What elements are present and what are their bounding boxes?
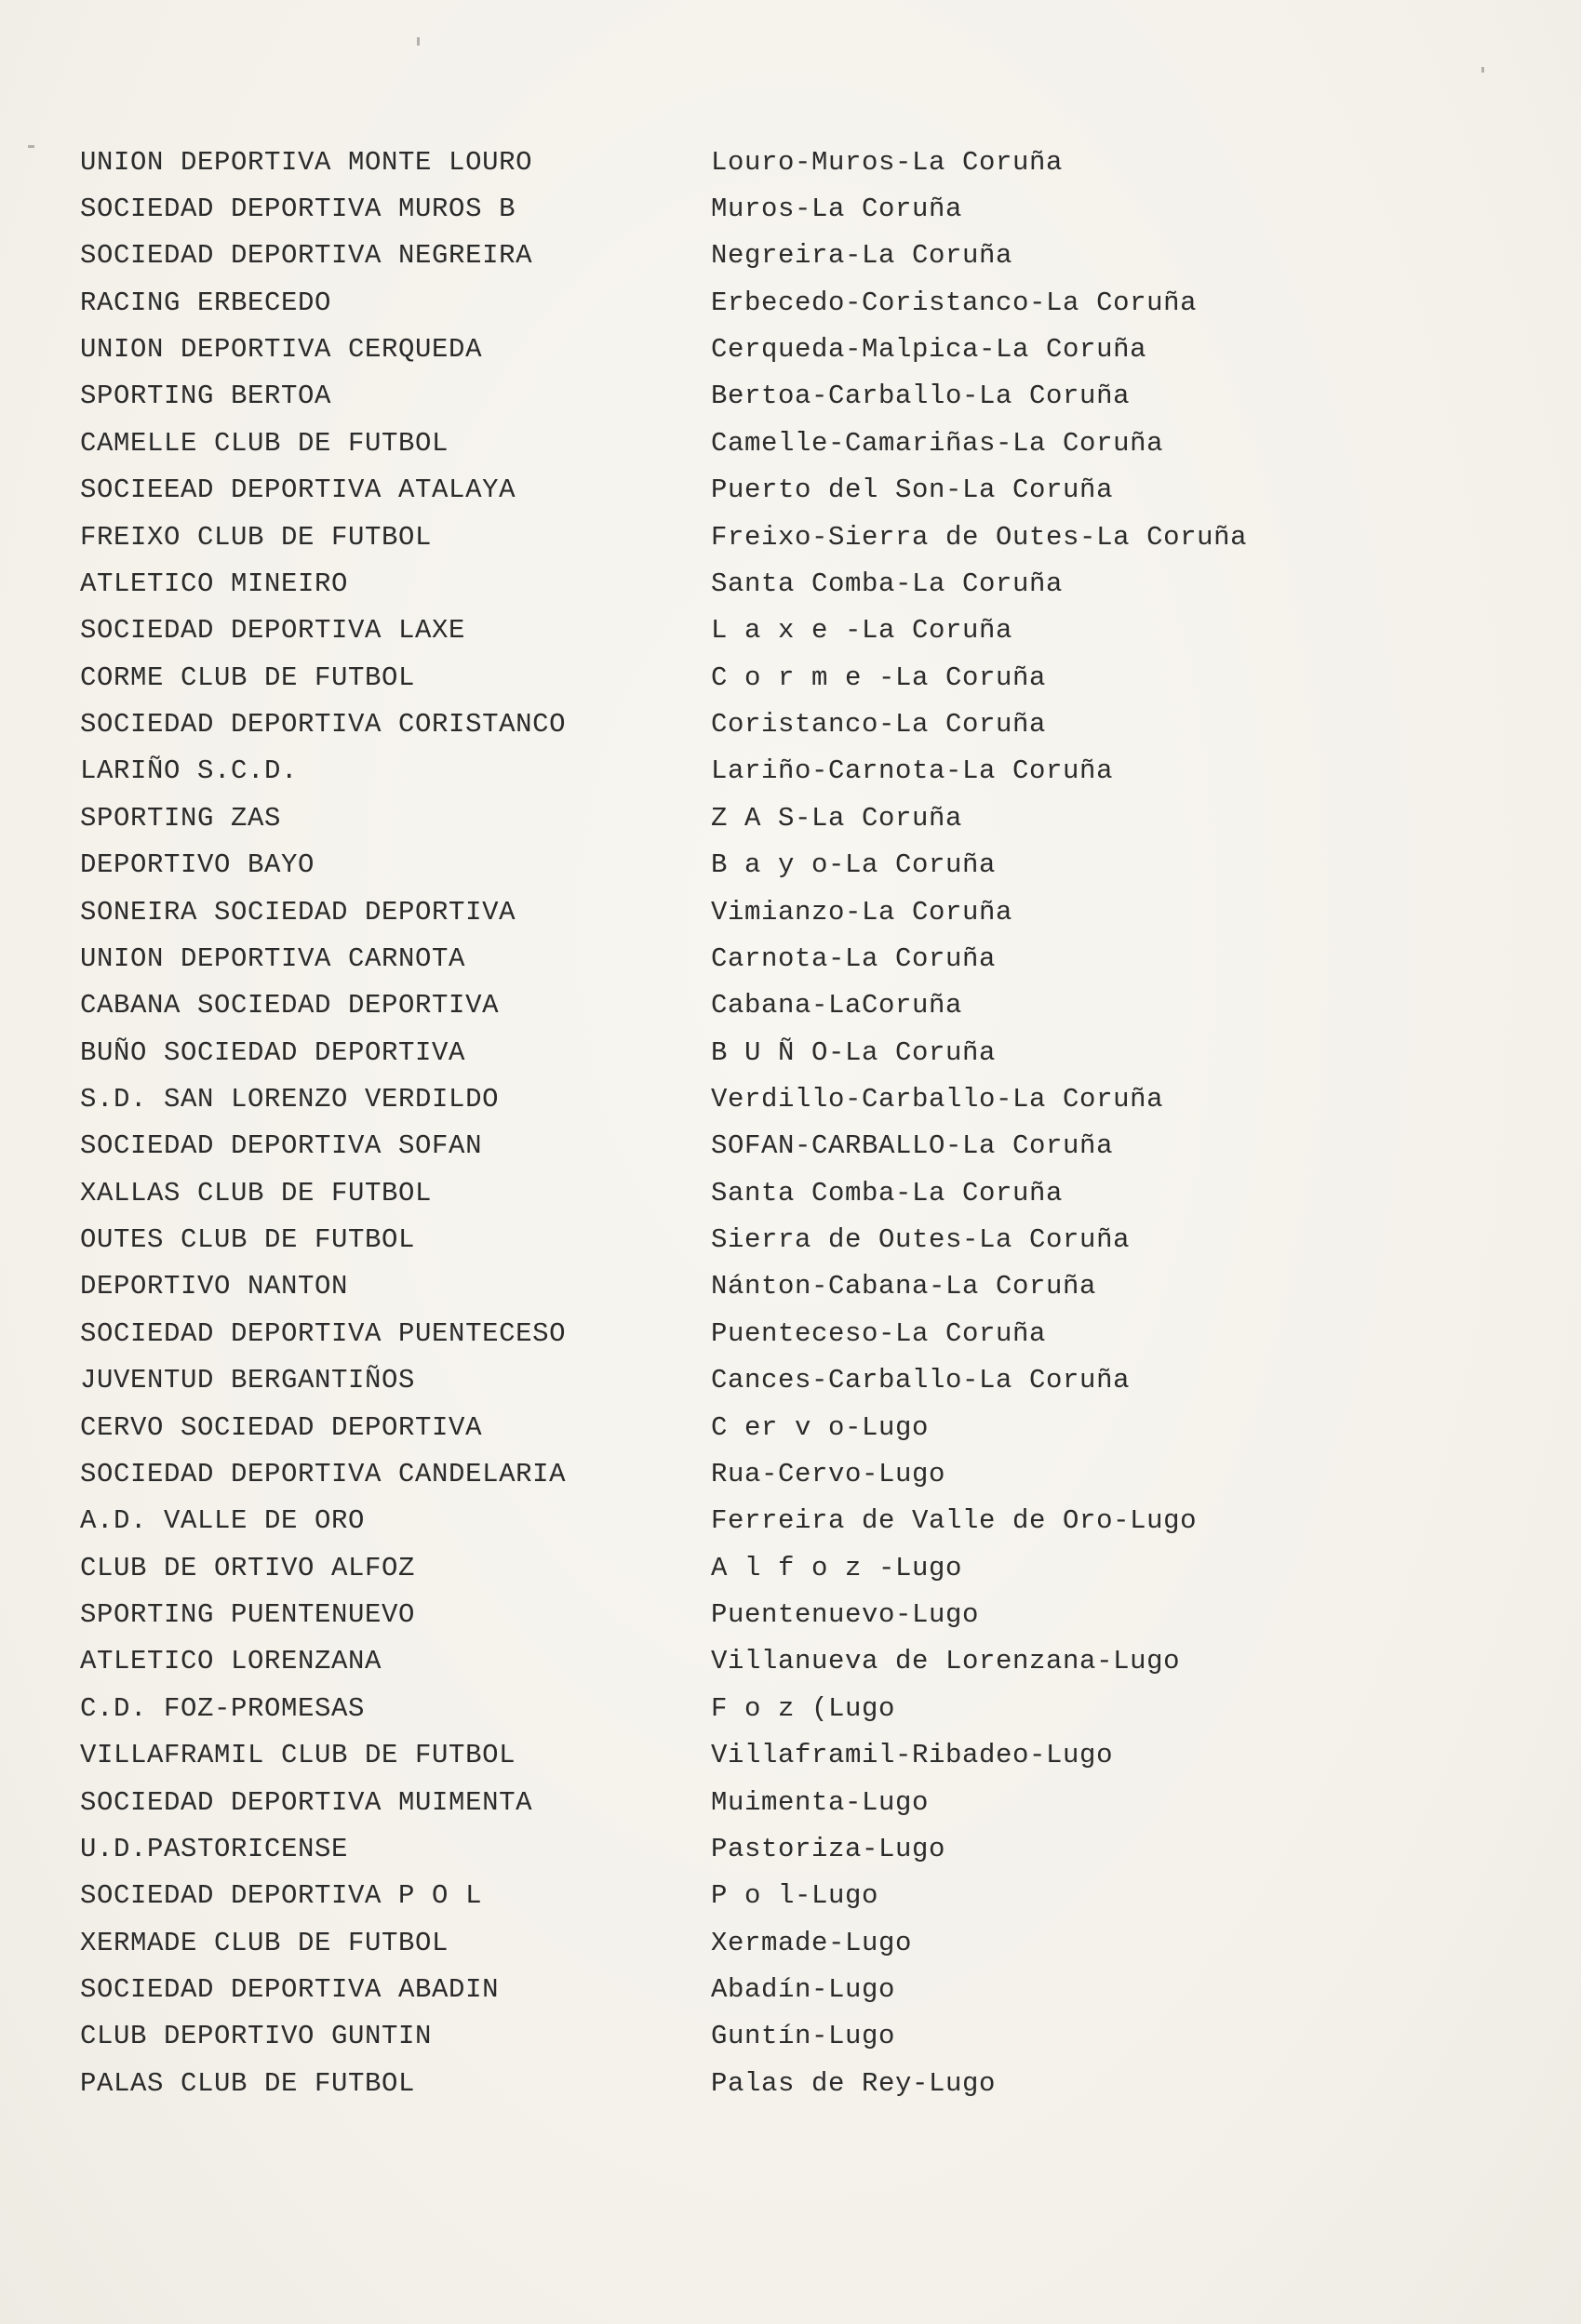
club-location: Louro-Muros-La Coruña bbox=[711, 147, 1064, 178]
club-location: Sierra de Outes-La Coruña bbox=[711, 1224, 1131, 1255]
club-name: C.D. FOZ-PROMESAS bbox=[80, 1693, 366, 1724]
club-location: L a x e -La Coruña bbox=[711, 615, 1013, 646]
club-location: Z A S-La Coruña bbox=[711, 803, 963, 834]
club-name: SOCIEDAD DEPORTIVA NEGREIRA bbox=[80, 240, 533, 271]
list-item bbox=[0, 2013, 1581, 2060]
list-item bbox=[0, 1170, 1581, 1217]
list-item bbox=[0, 467, 1581, 514]
club-name: SPORTING PUENTENUEVO bbox=[80, 1599, 416, 1630]
club-name: SOCIEEAD DEPORTIVA ATALAYA bbox=[80, 474, 516, 505]
list-item bbox=[0, 1780, 1581, 1826]
list-item bbox=[0, 1030, 1581, 1076]
list-item bbox=[0, 701, 1581, 748]
club-name: ATLETICO LORENZANA bbox=[80, 1646, 382, 1676]
club-name: CERVO SOCIEDAD DEPORTIVA bbox=[80, 1412, 483, 1443]
list-item bbox=[0, 655, 1581, 701]
club-name: PALAS CLUB DE FUTBOL bbox=[80, 2068, 416, 2099]
list-item bbox=[0, 514, 1581, 561]
club-location: Cances-Carballo-La Coruña bbox=[711, 1365, 1131, 1396]
list-item bbox=[0, 1920, 1581, 1967]
list-item bbox=[0, 1498, 1581, 1544]
list-item bbox=[0, 373, 1581, 420]
club-name: XERMADE CLUB DE FUTBOL bbox=[80, 1928, 449, 1958]
club-name: SOCIEDAD DEPORTIVA P O L bbox=[80, 1880, 483, 1911]
list-item bbox=[0, 1217, 1581, 1263]
club-name: SOCIEDAD DEPORTIVA CANDELARIA bbox=[80, 1459, 567, 1489]
club-name: UNION DEPORTIVA MONTE LOURO bbox=[80, 147, 533, 178]
club-name: SPORTING BERTOA bbox=[80, 381, 332, 411]
list-item bbox=[0, 1405, 1581, 1451]
club-location: Rua-Cervo-Lugo bbox=[711, 1459, 946, 1489]
club-location: Santa Comba-La Coruña bbox=[711, 1178, 1064, 1209]
club-location: Lariño-Carnota-La Coruña bbox=[711, 755, 1114, 786]
list-item bbox=[0, 1545, 1581, 1592]
club-location: Vimianzo-La Coruña bbox=[711, 897, 1013, 928]
list-item bbox=[0, 1686, 1581, 1732]
club-name: RACING ERBECEDO bbox=[80, 287, 332, 318]
club-name: FREIXO CLUB DE FUTBOL bbox=[80, 522, 433, 553]
list-item bbox=[0, 140, 1581, 186]
club-location: Muros-La Coruña bbox=[711, 194, 963, 224]
list-item bbox=[0, 327, 1581, 373]
list-item bbox=[0, 421, 1581, 467]
club-location: Cabana-LaCoruña bbox=[711, 990, 963, 1021]
club-name: DEPORTIVO BAYO bbox=[80, 849, 315, 880]
list-item bbox=[0, 1826, 1581, 1873]
list-item bbox=[0, 889, 1581, 936]
list-item bbox=[0, 561, 1581, 608]
list-item bbox=[0, 1592, 1581, 1638]
club-location: Xermade-Lugo bbox=[711, 1928, 913, 1958]
club-name: S.D. SAN LORENZO VERDILDO bbox=[80, 1084, 500, 1115]
club-name: SOCIEDAD DEPORTIVA LAXE bbox=[80, 615, 466, 646]
club-name: JUVENTUD BERGANTIÑOS bbox=[80, 1365, 416, 1396]
list-item bbox=[0, 936, 1581, 982]
club-location: A l f o z -Lugo bbox=[711, 1553, 963, 1583]
club-location: Puentenuevo-Lugo bbox=[711, 1599, 980, 1630]
club-location: Nánton-Cabana-La Coruña bbox=[711, 1271, 1097, 1302]
list-item bbox=[0, 2061, 1581, 2107]
club-location: Verdillo-Carballo-La Coruña bbox=[711, 1084, 1164, 1115]
list-item bbox=[0, 982, 1581, 1029]
club-name: SOCIEDAD DEPORTIVA ABADIN bbox=[80, 1974, 500, 2005]
club-name: XALLAS CLUB DE FUTBOL bbox=[80, 1178, 433, 1209]
list-item bbox=[0, 186, 1581, 233]
list-item bbox=[0, 1732, 1581, 1779]
club-location: Puerto del Son-La Coruña bbox=[711, 474, 1114, 505]
club-location: Coristanco-La Coruña bbox=[711, 709, 1047, 740]
club-location: B a y o-La Coruña bbox=[711, 849, 997, 880]
list-item bbox=[0, 1967, 1581, 2013]
club-name: CAMELLE CLUB DE FUTBOL bbox=[80, 428, 449, 459]
club-location: Camelle-Camariñas-La Coruña bbox=[711, 428, 1164, 459]
club-location: P o l-Lugo bbox=[711, 1880, 879, 1911]
club-location: Puenteceso-La Coruña bbox=[711, 1318, 1047, 1349]
club-location: SOFAN-CARBALLO-La Coruña bbox=[711, 1130, 1114, 1161]
list-item bbox=[0, 1638, 1581, 1685]
club-location: Pastoriza-Lugo bbox=[711, 1834, 946, 1864]
list-item bbox=[0, 1311, 1581, 1357]
club-location: Freixo-Sierra de Outes-La Coruña bbox=[711, 522, 1248, 553]
list-item bbox=[0, 1263, 1581, 1310]
list-item bbox=[0, 842, 1581, 888]
club-location: Muimenta-Lugo bbox=[711, 1787, 930, 1818]
club-name: CLUB DE ORTIVO ALFOZ bbox=[80, 1553, 416, 1583]
club-name: DEPORTIVO NANTON bbox=[80, 1271, 349, 1302]
club-name: U.D.PASTORICENSE bbox=[80, 1834, 349, 1864]
club-name: SOCIEDAD DEPORTIVA MUIMENTA bbox=[80, 1787, 533, 1818]
club-location: Guntín-Lugo bbox=[711, 2021, 896, 2051]
club-location: Cerqueda-Malpica-La Coruña bbox=[711, 334, 1147, 365]
club-location: Villaframil-Ribadeo-Lugo bbox=[711, 1740, 1114, 1770]
club-location: C o r m e -La Coruña bbox=[711, 662, 1047, 693]
club-name: ATLETICO MINEIRO bbox=[80, 568, 349, 599]
club-location: Ferreira de Valle de Oro-Lugo bbox=[711, 1505, 1198, 1536]
club-location: Santa Comba-La Coruña bbox=[711, 568, 1064, 599]
club-name: LARIÑO S.C.D. bbox=[80, 755, 299, 786]
list-item bbox=[0, 280, 1581, 327]
club-name: SOCIEDAD DEPORTIVA CORISTANCO bbox=[80, 709, 567, 740]
club-location: Bertoa-Carballo-La Coruña bbox=[711, 381, 1131, 411]
list-item bbox=[0, 748, 1581, 795]
club-name: SOCIEDAD DEPORTIVA MUROS B bbox=[80, 194, 516, 224]
club-name: A.D. VALLE DE ORO bbox=[80, 1505, 366, 1536]
club-location: Carnota-La Coruña bbox=[711, 943, 997, 974]
list-item bbox=[0, 1357, 1581, 1404]
list-item bbox=[0, 1123, 1581, 1169]
club-name: SPORTING ZAS bbox=[80, 803, 282, 834]
list-item bbox=[0, 795, 1581, 842]
club-name: SONEIRA SOCIEDAD DEPORTIVA bbox=[80, 897, 516, 928]
list-item bbox=[0, 1076, 1581, 1123]
club-location: Abadín-Lugo bbox=[711, 1974, 896, 2005]
list-item bbox=[0, 1873, 1581, 1919]
club-name: UNION DEPORTIVA CARNOTA bbox=[80, 943, 466, 974]
club-name: VILLAFRAMIL CLUB DE FUTBOL bbox=[80, 1740, 516, 1770]
club-name: CORME CLUB DE FUTBOL bbox=[80, 662, 416, 693]
club-name: CLUB DEPORTIVO GUNTIN bbox=[80, 2021, 433, 2051]
club-name: BUÑO SOCIEDAD DEPORTIVA bbox=[80, 1037, 466, 1068]
club-location: Villanueva de Lorenzana-Lugo bbox=[711, 1646, 1181, 1676]
list-item bbox=[0, 1451, 1581, 1498]
club-location: Palas de Rey-Lugo bbox=[711, 2068, 997, 2099]
club-location: Negreira-La Coruña bbox=[711, 240, 1013, 271]
club-name: SOCIEDAD DEPORTIVA SOFAN bbox=[80, 1130, 483, 1161]
club-location: C er v o-Lugo bbox=[711, 1412, 930, 1443]
club-name: UNION DEPORTIVA CERQUEDA bbox=[80, 334, 483, 365]
club-name: SOCIEDAD DEPORTIVA PUENTECESO bbox=[80, 1318, 567, 1349]
club-name: OUTES CLUB DE FUTBOL bbox=[80, 1224, 416, 1255]
club-location: Erbecedo-Coristanco-La Coruña bbox=[711, 287, 1198, 318]
list-item bbox=[0, 608, 1581, 654]
club-location: B U Ñ O-La Coruña bbox=[711, 1037, 997, 1068]
list-item bbox=[0, 233, 1581, 279]
club-location: F o z (Lugo bbox=[711, 1693, 896, 1724]
club-name: CABANA SOCIEDAD DEPORTIVA bbox=[80, 990, 500, 1021]
